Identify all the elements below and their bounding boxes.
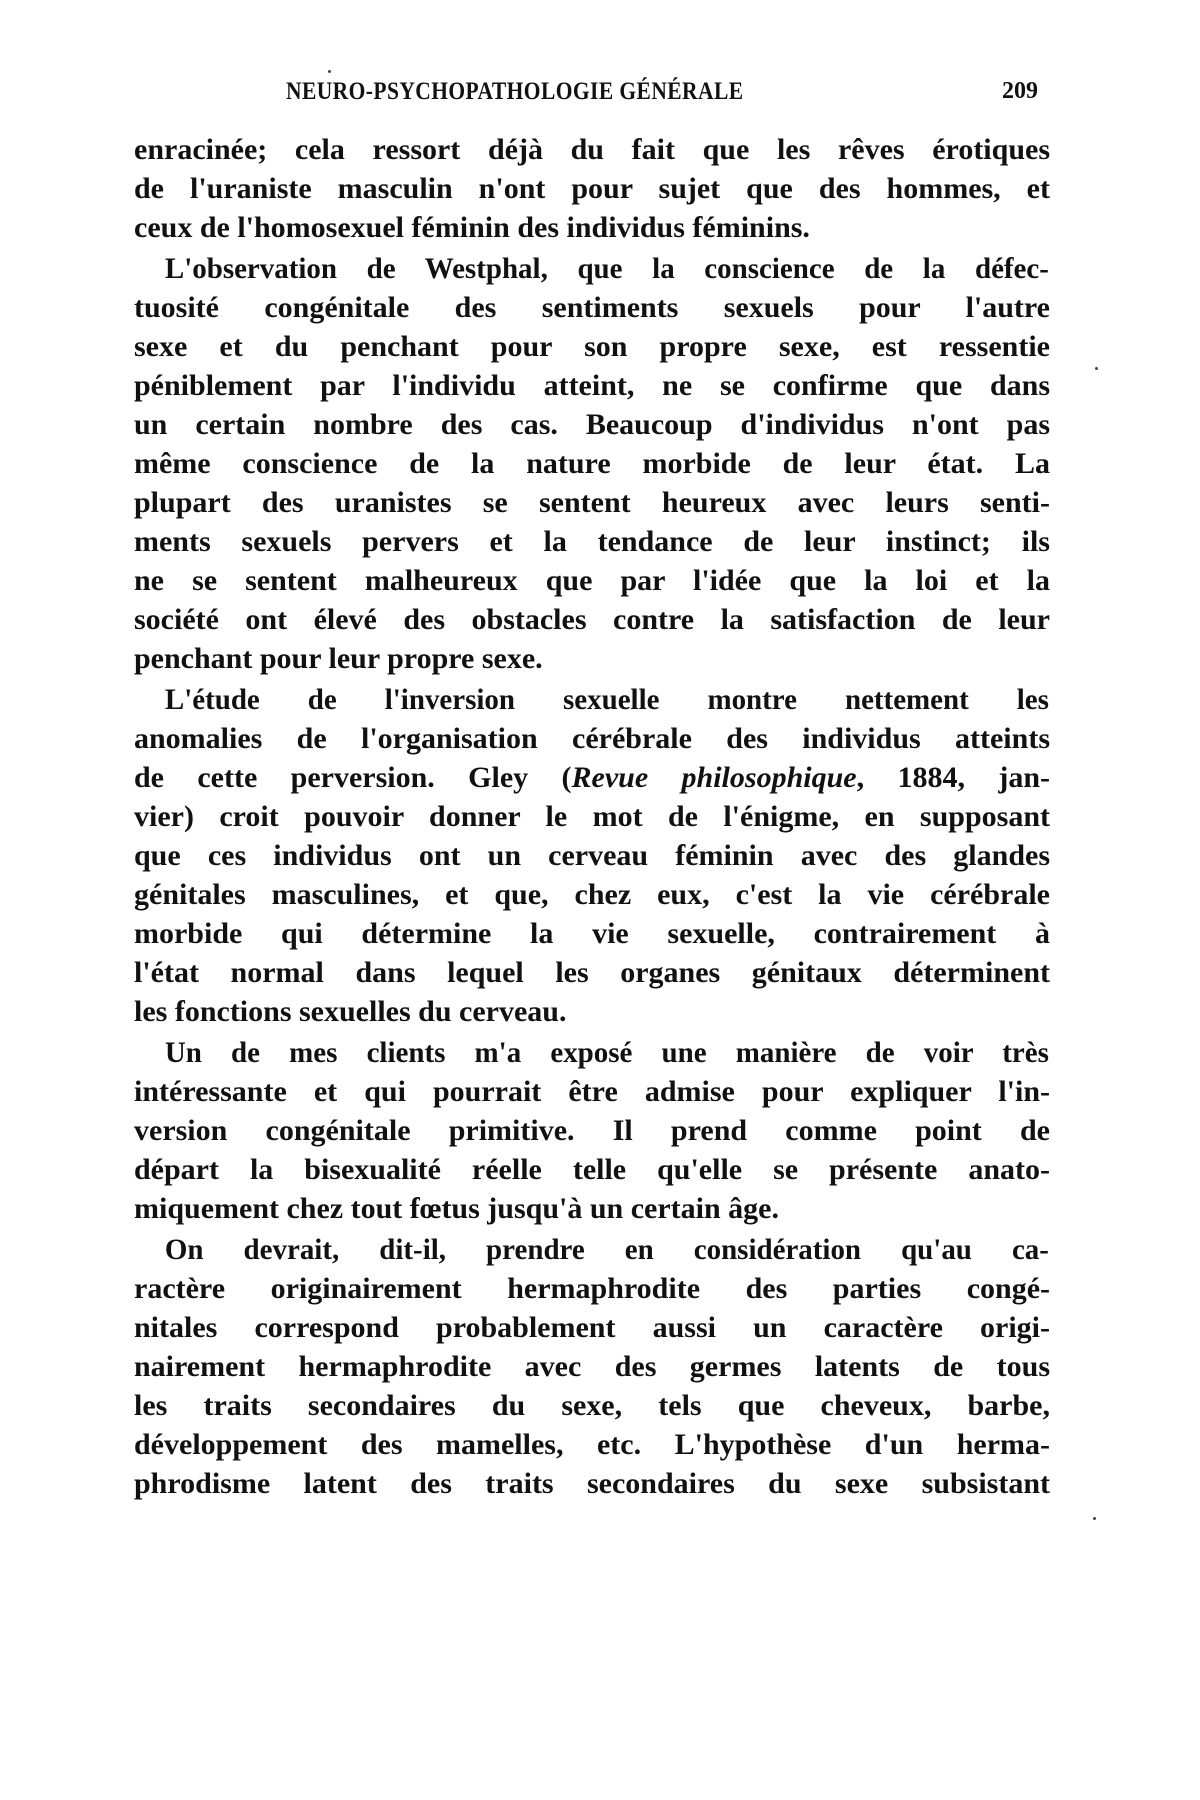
- paragraph-1: [134, 130, 1050, 247]
- text-line: société ont élevé des obstacles contre la satisfaction de leur: [134, 603, 1050, 636]
- text-line: nairement hermaphrodite avec des germes latents de tous: [134, 1350, 1050, 1383]
- text-line: ments sexuels pervers et la tendance de leur instinct; ils: [134, 525, 1050, 558]
- page-number: 209: [1002, 78, 1038, 104]
- citation-tail: , 1884, jan-: [856, 761, 1050, 794]
- text-line: ne se sentent malheureux que par l'idée que la loi et la: [134, 564, 1050, 597]
- text-line: même conscience de la nature morbide de leur état. La: [134, 447, 1050, 480]
- scan-speck: [1095, 367, 1098, 370]
- text-line: l'état normal dans lequel les organes génitaux déterminent: [134, 956, 1050, 989]
- running-head: [134, 78, 1056, 112]
- text-line: ractère originairement hermaphrodite des parties congé-: [134, 1272, 1050, 1305]
- text-line: génitales masculines, et que, chez eux, c'est la vie cérébrale: [134, 878, 1050, 911]
- text-line: développement des mamelles, etc. L'hypothèse d'un herma-: [134, 1428, 1050, 1461]
- text-line: de l'uraniste masculin n'ont pour sujet que des hommes, et: [134, 172, 1050, 205]
- text-line: miquement chez tout fœtus jusqu'à un certain âge.: [134, 1192, 779, 1225]
- text-line: Un de mes clients m'a exposé une manière de voir très: [164, 1036, 1049, 1069]
- scan-speck: [328, 70, 331, 73]
- text-line: plupart des uranistes se sentent heureux avec leurs senti-: [134, 486, 1050, 519]
- text-line: ceux de l'homosexuel féminin des individus féminins.: [134, 211, 810, 244]
- text-line: un certain nombre des cas. Beaucoup d'individus n'ont pas: [134, 408, 1050, 441]
- text-line: que ces individus ont un cerveau féminin avec des glandes: [134, 839, 1050, 872]
- text-line: départ la bisexualité réelle telle qu'elle se présente anato-: [134, 1153, 1050, 1186]
- paragraph-5: [134, 1230, 1050, 1503]
- paragraph-2: [134, 249, 1050, 678]
- text-line: morbide qui détermine la vie sexuelle, contrairement à: [134, 917, 1050, 950]
- text-line: penchant pour leur propre sexe.: [134, 642, 543, 675]
- text-line-with-citation: [134, 758, 1050, 797]
- text-line: tuosité congénitale des sentiments sexuels pour l'autre: [134, 291, 1050, 324]
- text-line: vier) croit pouvoir donner le mot de l'énigme, en supposant: [134, 800, 1050, 833]
- paragraph-4: [134, 1033, 1050, 1228]
- running-title: NEURO-PSYCHOPATHOLOGIE GÉNÉRALE: [286, 78, 744, 105]
- text-line: L'étude de l'inversion sexuelle montre nettement les: [164, 683, 1049, 716]
- text-line: version congénitale primitive. Il prend comme point de: [134, 1114, 1050, 1147]
- text-line: péniblement par l'individu atteint, ne se confirme que dans: [134, 369, 1050, 402]
- body-text: [134, 130, 1050, 1503]
- text-line: enracinée; cela ressort déjà du fait que les rêves érotiques: [134, 133, 1050, 166]
- paragraph-3: [134, 680, 1050, 1031]
- text-line: les fonctions sexuelles du cerveau.: [134, 995, 567, 1028]
- text-line: les traits secondaires du sexe, tels que cheveux, barbe,: [134, 1389, 1050, 1422]
- journal-title-italic: Revue philosophique: [571, 761, 857, 794]
- text-line: L'observation de Westphal, que la conscience de la défec-: [164, 252, 1049, 285]
- text-line: anomalies de l'organisation cérébrale des individus atteints: [134, 722, 1050, 755]
- scan-speck: [1093, 1517, 1096, 1520]
- text-line: nitales correspond probablement aussi un caractère origi-: [134, 1311, 1050, 1344]
- text-line: phrodisme latent des traits secondaires du sexe subsistant: [134, 1467, 1050, 1500]
- citation-lead: de cette perversion. Gley (: [134, 761, 572, 794]
- text-line: intéressante et qui pourrait être admise pour expliquer l'in-: [134, 1075, 1050, 1108]
- text-line: sexe et du penchant pour son propre sexe, est ressentie: [134, 330, 1050, 363]
- text-line: On devrait, dit-il, prendre en considération qu'au ca-: [164, 1233, 1049, 1266]
